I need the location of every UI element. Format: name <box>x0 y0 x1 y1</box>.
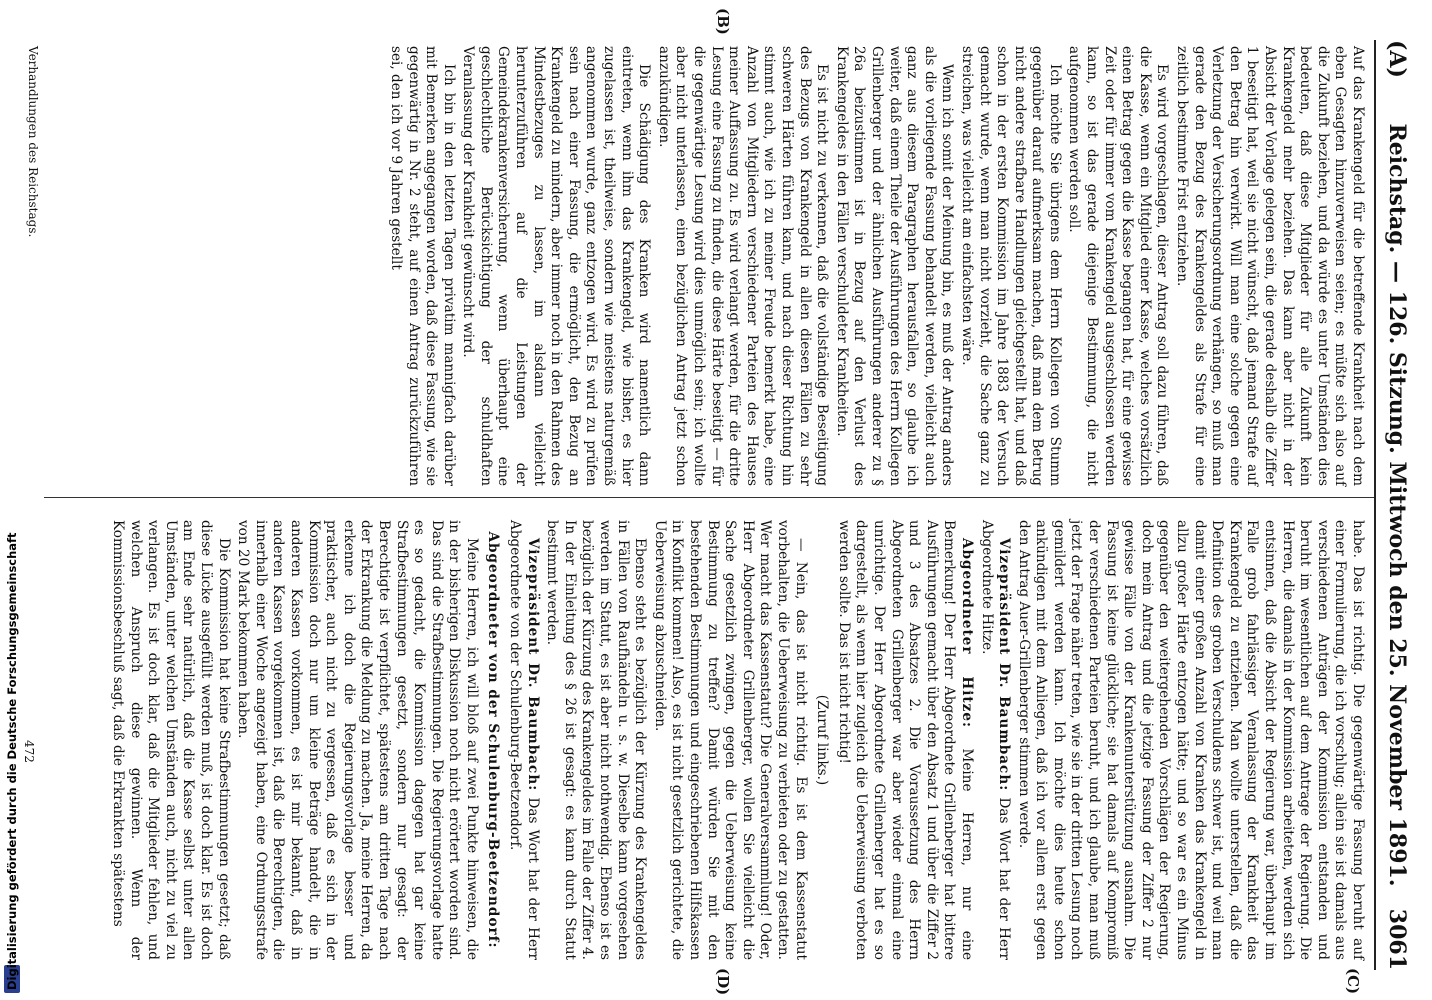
left-paragraph: Es wird vorgeschlagen, dieser Antrag soll dazu führen, daß die Kasse, wenn ein Mitglied einer Kasse, welches vorsätzlich einen Betrag gegen die Kasse begangen hat, für eine gewisse Zeit oder für immer vom Krankengeld ausgeschlossen werden kann, so ist das gerade diejenige Bestimmung, die nicht aufgenommen werden soll. <box>1066 46 1171 486</box>
speaker-name: Vizepräsident Dr. Baumbach: <box>996 538 1013 792</box>
speaker-turn <box>977 520 1012 960</box>
speech-text: Das Wort hat der Herr Abgeordnete von der Schulenburg-Beetzendorf. <box>507 520 541 960</box>
page-number: 3061 <box>1384 908 1410 970</box>
left-paragraph: Die Schädigung des Kranken wird namentlich dann eintreten, wenn ihm das Krankengeld, wie bisher, es hier zugelassen ist, theilweise, sondern wie meistens naturgemäß angenommen wurde, ganz entzogen wird. Es wird zu prüfen sein nach einer Fassung, die ermöglicht, den Bezug an Krankengeld zu mindern, aber immer noch in den Rahmen des Mindestbezuges zu lassen, im alsdann vielleicht herunterzuführen auf die Leistungen der Gemeindekrankenversicherung, wenn überhaupt eine geschlechtliche Berücksichtigung der schuldhaften Veranlassung der Krankheit gewünscht wird. <box>460 46 653 486</box>
left-paragraph: Ich bin in den letzten Tagen privatim mannigfach darüber mit Bemerken angegangen worden, daß diese Fassung, wie sie gegenwärtig in Nr. 2 steht, auf einen Antrag zurückzuführen sei, den ich vor 9 Jahren gestellt <box>387 46 457 486</box>
speaker-name: Vizepräsident Dr. Baumbach: <box>524 538 541 792</box>
running-title: Reichstag. — 126. Sitzung. Mittwoch den 25. November 1891. <box>1384 123 1410 887</box>
margin-marker-a: (A) <box>1384 40 1410 78</box>
speaker-turn <box>834 520 975 960</box>
speech-text: Meine Herren, nur eine Bemerkung! Der Herr Abgeordnete Grillenberger hat bittere Ausführungen gemacht über den Absatz 1 und über die Ziffer 2 und 3 des Absatzes 2. Die Voraussetzung des Herrn Abgeordneten Grillenberger war aber wieder einmal eine unrichtige. Der Herr Abgeordnete Grillenberger hat es so dargestellt, als wenn hier zugleich die Ueberweisung verboten werden sollte. Das ist nicht richtig! <box>835 520 975 961</box>
right-paragraph: habe. Das ist richtig. Die gegenwärtige Fassung beruht auf einer Formulierung, die ich vorschlug; allein sie ist damals aus verschiedenen Anträgen der Kommission entstanden und beruht im wesentlichen auf dem Antrage der Regierung. Die Herren, die damals in der Kommission arbeiteten, werden sich entsinnen, daß die Absicht der Regierung war, überhaupt im Falle grob fahrlässiger Veranlassung der Krankheit das Krankengeld zu entziehen. Man wollte unterstellen, daß die Definition des groben Verschuldens schwer ist, und weil man damit einer großen Anzahl von Kranken das Krankengeld in allzu großer Härte entzogen hätte; und so war es ein Minus gegenüber den weitergehenden Vorschlägen der Regierung, doch mein Antrag und die jetzige Fassung der Ziffer 2 nur gewisse Fälle von der Krankenunterstützung ausnahm. Die Fassung ist keine glückliche; sie hat damals auf Kompromiß der verschiedenen Parteien beruht, und ich glaube, man muß jetzt der Frage näher treten, wie sie in der dritten Lesung noch gemildert werden kann. Ich möchte dies heute schon ankündigen mit dem Anliegen, daß ich vor allem erst gegen den Antrag Auer-Grillenberger stimmen werde. <box>1015 520 1366 960</box>
header-rule <box>1374 40 1376 970</box>
sheet-signature: 472 <box>22 740 36 763</box>
left-paragraph: Wenn ich somit der Meinung bin, es muß der Antrag anders als die vorliegende Fassung behandelt werden, vielleicht auch ganz aus diesem Paragraphen herausfallen, so glaube ich weiter, daß einem Theile der Ausführungen des Herrn Kollegen Grillenberger und der ähnlichen Ausführungen anderer zu § 26a beizustimmen ist in Bezug auf den Verlust des Krankengeldes in den Fällen verschuldeter Krankheiten. <box>833 46 956 486</box>
right-paragraph: — Nein, das ist nicht richtig. Es ist dem Kassenstatut vorbehalten, die Ueberweisung zu verbieten oder zu gestatten. Wer macht das Kassenstatut? Die Generalversammlung! Oder, Herr Abgeordneter Grillenberger, wollen Sie vielleicht die Sache gesetzlich zwingen, gegen die Ueberweisung keine Bestimmung zu treffen? Damit würden Sie mit den bestehenden Bestimmungen und eingeschriebenen Hilfskassen in Konflikt kommen! Also, es ist nicht gesetzlich gerichtete, die Ueberweisung abzuschneiden. <box>651 520 809 960</box>
left-footer: Verhandlungen des Reichstags. <box>26 46 40 238</box>
column-divider <box>44 497 1374 498</box>
speech-text: Das Wort hat der Herr Abgeordnete Hitze. <box>978 520 1013 960</box>
right-paragraph: Ebenso steht es bezüglich der Kürzung des Krankengeldes in Fällen von Raufhändeln u. s. w. Dieselbe kann vorgesehen werden im Statut, es ist aber nicht nothwendig. Ebenso ist es bezüglich der Kürzung des Krankengeldes im Falle der Ziffer 4. In der Einleitung des § 26 ist gesagt: es kann durch Statut bestimmt werden. <box>544 520 649 960</box>
left-paragraph: Ich möchte Sie übrigens dem Herrn Kollegen von Stumm gegenüber darauf aufmerksam machen, daß man dem Betrug nicht andere strafbare Handlungen gleichgestellt hat, und daß schon in der ersten Kommission im Jahre 1883 der Versuch gemacht wurde, wenn man nicht vorzieht, die Sache ganz zu streichen, was vielleicht am einfachsten wäre. <box>958 46 1063 486</box>
left-column <box>384 46 1366 486</box>
speaker-name: Abgeordneter von der Schulenburg-Beetzendorf: <box>485 531 502 949</box>
interjection: (Zuruf links.) <box>814 694 831 786</box>
digitization-notice: Digitalisierung gefördert durch die Deutsche Forschungsgemeinschaft <box>5 532 19 990</box>
margin-marker-d: (D) <box>714 968 732 996</box>
page-header <box>1380 40 1410 970</box>
left-paragraph: Auf das Krankengeld für die betreffende Krankheit nach dem eben Gesagten hinzuverweisen seien; es müßte sich also auf die Zukunft beziehen, und da würde es unter Umständen dies bedeuten, daß diese Mitglieder für alle Zukunft kein Krankengeld mehr beziehen. Das kann aber nicht in der Absicht der Vorlage gelegen sein, die gerade deshalb die Ziffer 1 beseitigt hat, weil sie nicht wünscht, daß jemand Strafe auf den Betrag hin verwirkt. Will man eine solche gegen eine Verletzung der Versicherungsordnung verhängen, so muß man gerade den Bezug des Krankengeldes als Strafe für eine zeitlich bestimmte Frist entziehen. <box>1174 46 1366 486</box>
margin-marker-b: (B) <box>714 8 732 35</box>
speaker-turn <box>506 520 541 960</box>
digitization-strip <box>0 0 24 1000</box>
right-paragraph: Die Kommission hat keine Strafbestimmungen gesetzt; daß diese Lücke ausgefüllt werden muß, ist doch klar. Es ist doch am Ende sehr natürlich, daß die Kasse selbst unter allen Umständen, unter welchen Umständen auch, nicht zu viel zu verlangen. Es ist doch klar, daß die Mitglieder fehlen, und welchen Anspruch diese gewinnen. Wenn der Kommissionsbeschluß sagt, daß die Erkrankten spätestens <box>110 520 232 960</box>
right-column <box>106 520 1366 960</box>
speaker-name: Abgeordneter Hitze: <box>958 538 975 729</box>
left-paragraph: Es ist nicht zu verkennen, daß die vollständige Beseitigung des Bezugs von Krankengeld in allen diesen Fällen zu sehr schweren Härten führen kann, und nach dieser Richtung hin stimmt auch, wie ich zu meiner Freude bemerkt habe, eine Anzahl von Mitgliedern verschiedener Parteien des Hauses meiner Auffassung zu. Es wird verlangt werden, für die dritte Lesung eine Fassung zu finden, die diese Härte beseitigt — für die gegenwärtige Lesung wird dies unmöglich sein; ich wollte aber nicht unterlassen, einen bezüglichen Antrag jetzt schon anzukündigen. <box>655 46 831 486</box>
margin-marker-c: (C) <box>1344 968 1362 995</box>
right-paragraph: Meine Herren, ich will bloß auf zwei Punkte hinweisen, die in der bisherigen Diskussion noch nicht erörtert worden sind. Das sind die Strafbestimmungen. Die Regierungsvorlage hatte es so gedacht, die Kommission dagegen hat gar keine Strafbestimmungen gesetzt, sondern nur gesagt: der Berechtigte ist verpflichtet, spätestens am dritten Tage nach der Erkrankung die Meldung zu machen. Ja, meine Herren, da erkenne ich doch die Regierungsvorlage besser und praktischer, auch nicht zu vergessen, daß es sich in der Kommission doch nur um kleine Beträge handelt, die in anderen Kassen vorkommen, es ist mir bekannt, daß in anderen Kassen vorgekommen ist, daß die Berechtigten, die innerhalb einer Woche angezeigt haben, eine Ordnungsstrafe von 20 Mark bekommen haben. <box>235 520 480 960</box>
